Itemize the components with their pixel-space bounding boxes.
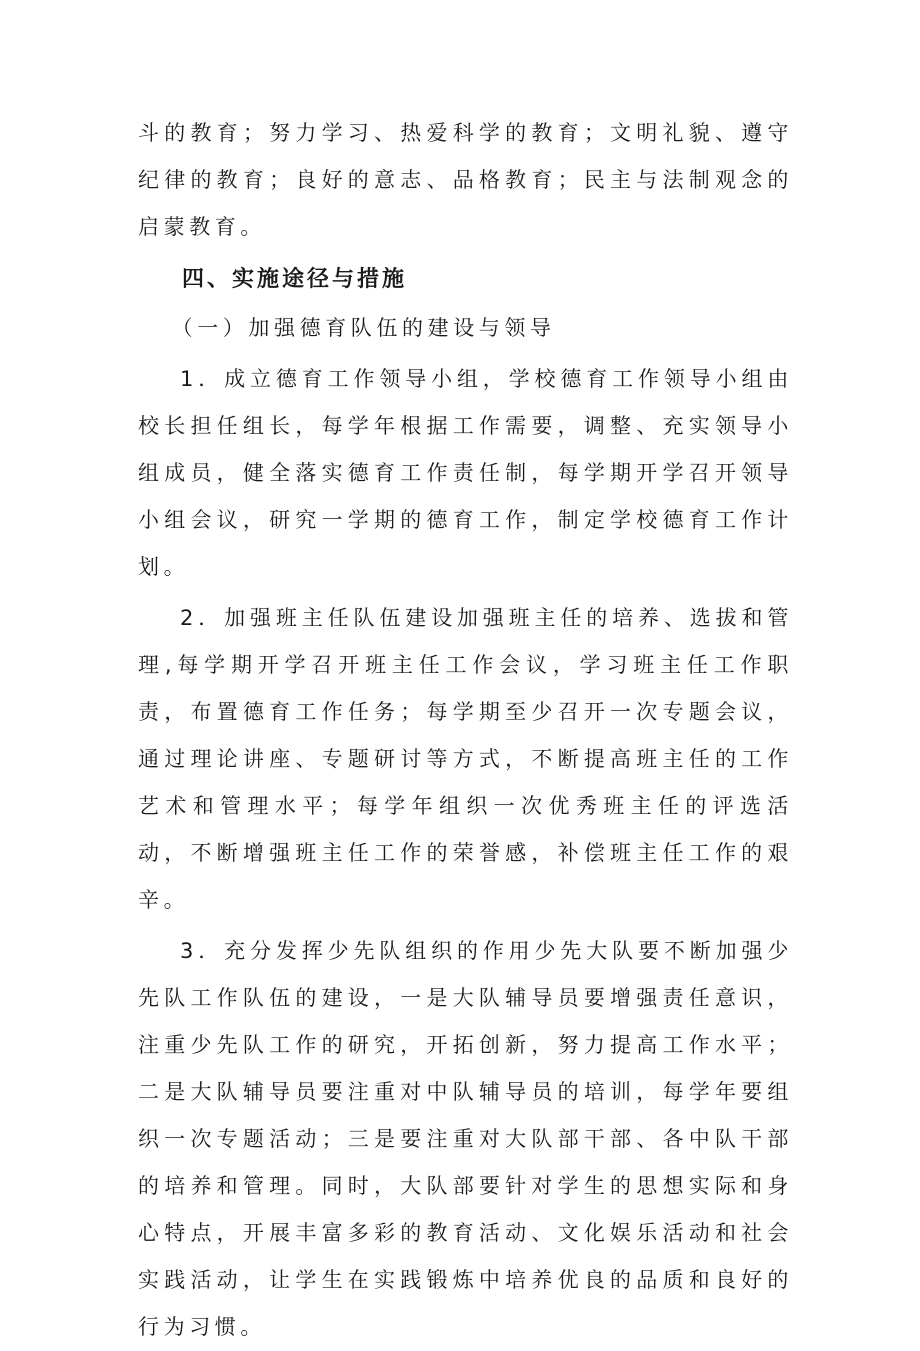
paragraph-3: 3．充分发挥少先队组织的作用少先大队要不断加强少先队工作队伍的建设，一是大队辅导员要增强责任意识，注重少先队工作的研究，开拓创新，努力提高工作水平；二是大队辅导员要注重对中队辅导员的培训，每学年要组织一次专题活动；三是要注重对大队部干部、各中队干部的培养和管理。同时，大队部要针对学生的思想实际和身心特点，开展丰富多彩的教育活动、文化娱乐活动和社会实践活动，让学生在实践锻炼中培养优良的品质和良好的行为习惯。 <box>138 939 793 1339</box>
subsection-heading: （一）加强德育队伍的建设与领导 <box>171 316 556 340</box>
paragraph-1: 1．成立德育工作领导小组，学校德育工作领导小组由校长担任组长，每学年根据工作需要，调整、充实领导小组成员，健全落实德育工作责任制，每学期开学召开领导小组会议，研究一学期的德育工作，制定学校德育工作计划。 <box>138 367 793 579</box>
intro-paragraph: 斗的教育；努力学习、热爱科学的教育；文明礼貌、遵守纪律的教育；良好的意志、品格教育；民主与法制观念的启蒙教育。 <box>138 121 793 239</box>
paragraph-2: 2．加强班主任队伍建设加强班主任的培养、选拔和管理,每学期开学召开班主任工作会议，学习班主任工作职责，布置德育工作任务；每学期至少召开一次专题会议，通过理论讲座、专题研讨等方式，不断提高班主任的工作艺术和管理水平；每学年组织一次优秀班主任的评选活动，不断增强班主任工作的荣誉感，补偿班主任工作的艰辛。 <box>138 606 793 912</box>
document-body <box>138 110 793 1351</box>
section-heading: 四、实施途径与措施 <box>182 267 408 292</box>
